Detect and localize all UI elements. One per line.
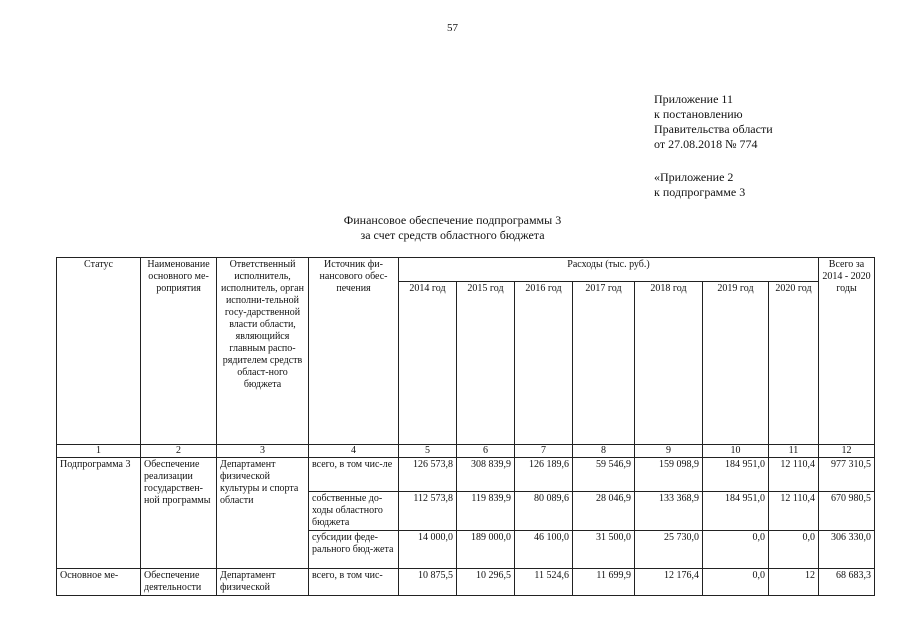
header-year: 2014 год: [399, 282, 457, 445]
row-measure: Обеспечение деятельности: [141, 569, 217, 596]
row-source: собственные до-ходы областного бюджета: [309, 492, 399, 531]
column-number: 6: [457, 445, 515, 458]
value-cell: 184 951,0: [703, 492, 769, 531]
column-number: 7: [515, 445, 573, 458]
value-cell: 11 699,9: [573, 569, 635, 596]
value-cell: 112 573,8: [399, 492, 457, 531]
value-cell: 133 368,9: [635, 492, 703, 531]
value-cell: 126 573,8: [399, 458, 457, 492]
row-status: Подпрограмма 3: [57, 458, 141, 569]
title-line: за счет средств областного бюджета: [360, 228, 545, 242]
column-number: 8: [573, 445, 635, 458]
header-expenses: Расходы (тыс. руб.): [399, 258, 819, 282]
column-number: 3: [217, 445, 309, 458]
header-year: 2016 год: [515, 282, 573, 445]
header-status: Статус: [57, 258, 141, 445]
appendix-line: к постановлению: [654, 107, 743, 121]
value-cell: 12: [769, 569, 819, 596]
value-cell: 0,0: [703, 531, 769, 569]
value-cell: 12 176,4: [635, 569, 703, 596]
total-cell: 306 330,0: [819, 531, 875, 569]
row-status: Основное ме-: [57, 569, 141, 596]
value-cell: 14 000,0: [399, 531, 457, 569]
appendix-line: Правительства области: [654, 122, 773, 136]
value-cell: 0,0: [703, 569, 769, 596]
header-year: 2020 год: [769, 282, 819, 445]
column-number: 4: [309, 445, 399, 458]
row-source: субсидии феде-рального бюд-жета: [309, 531, 399, 569]
value-cell: 159 098,9: [635, 458, 703, 492]
value-cell: 31 500,0: [573, 531, 635, 569]
row-executor: Департамент физической культуры и спорта области: [217, 458, 309, 569]
header-total: Всего за 2014 - 2020 годы: [819, 258, 875, 445]
row-source: всего, в том чис-: [309, 569, 399, 596]
column-number: 12: [819, 445, 875, 458]
value-cell: 80 089,6: [515, 492, 573, 531]
table-row: [57, 458, 875, 492]
header-year: 2018 год: [635, 282, 703, 445]
row-measure: Обеспечение реализации государствен-ной программы: [141, 458, 217, 569]
column-number: 2: [141, 445, 217, 458]
value-cell: 119 839,9: [457, 492, 515, 531]
row-source: всего, в том чис-ле: [309, 458, 399, 492]
value-cell: 10 875,5: [399, 569, 457, 596]
value-cell: 184 951,0: [703, 458, 769, 492]
value-cell: 12 110,4: [769, 458, 819, 492]
header-year: 2017 год: [573, 282, 635, 445]
total-cell: 670 980,5: [819, 492, 875, 531]
header-source: Источник фи-нансового обес-печения: [309, 258, 399, 445]
column-number: 9: [635, 445, 703, 458]
value-cell: 11 524,6: [515, 569, 573, 596]
column-number: 1: [57, 445, 141, 458]
value-cell: 0,0: [769, 531, 819, 569]
column-number-row: [57, 445, 875, 458]
appendix-line: от 27.08.2018 № 774: [654, 137, 758, 151]
value-cell: 126 189,6: [515, 458, 573, 492]
total-cell: 68 683,3: [819, 569, 875, 596]
value-cell: 28 046,9: [573, 492, 635, 531]
value-cell: 12 110,4: [769, 492, 819, 531]
appendix-block: [654, 92, 773, 200]
header-executor: Ответственный исполнитель, исполнитель, орган исполни-тельной госу-дарственной власти области, являющийся главным распо-рядителем средств област-ного бюджета: [217, 258, 309, 445]
finance-table: [56, 257, 875, 596]
row-executor: Департамент физической: [217, 569, 309, 596]
appendix-subline: «Приложение 2: [654, 170, 734, 184]
table-row: [57, 569, 875, 596]
column-number: 10: [703, 445, 769, 458]
title-line: Финансовое обеспечение подпрограммы 3: [343, 213, 562, 227]
appendix-line: Приложение 11: [654, 92, 733, 106]
header-measure: Наименование основного ме-роприятия: [141, 258, 217, 445]
header-year: 2015 год: [457, 282, 515, 445]
value-cell: 10 296,5: [457, 569, 515, 596]
value-cell: 189 000,0: [457, 531, 515, 569]
value-cell: 25 730,0: [635, 531, 703, 569]
value-cell: 46 100,0: [515, 531, 573, 569]
column-number: 5: [399, 445, 457, 458]
page-number: 57: [447, 22, 458, 34]
value-cell: 308 839,9: [457, 458, 515, 492]
document-title: [0, 213, 905, 243]
header-year: 2019 год: [703, 282, 769, 445]
appendix-subline: к подпрограмме 3: [654, 185, 746, 199]
column-number: 11: [769, 445, 819, 458]
value-cell: 59 546,9: [573, 458, 635, 492]
total-cell: 977 310,5: [819, 458, 875, 492]
